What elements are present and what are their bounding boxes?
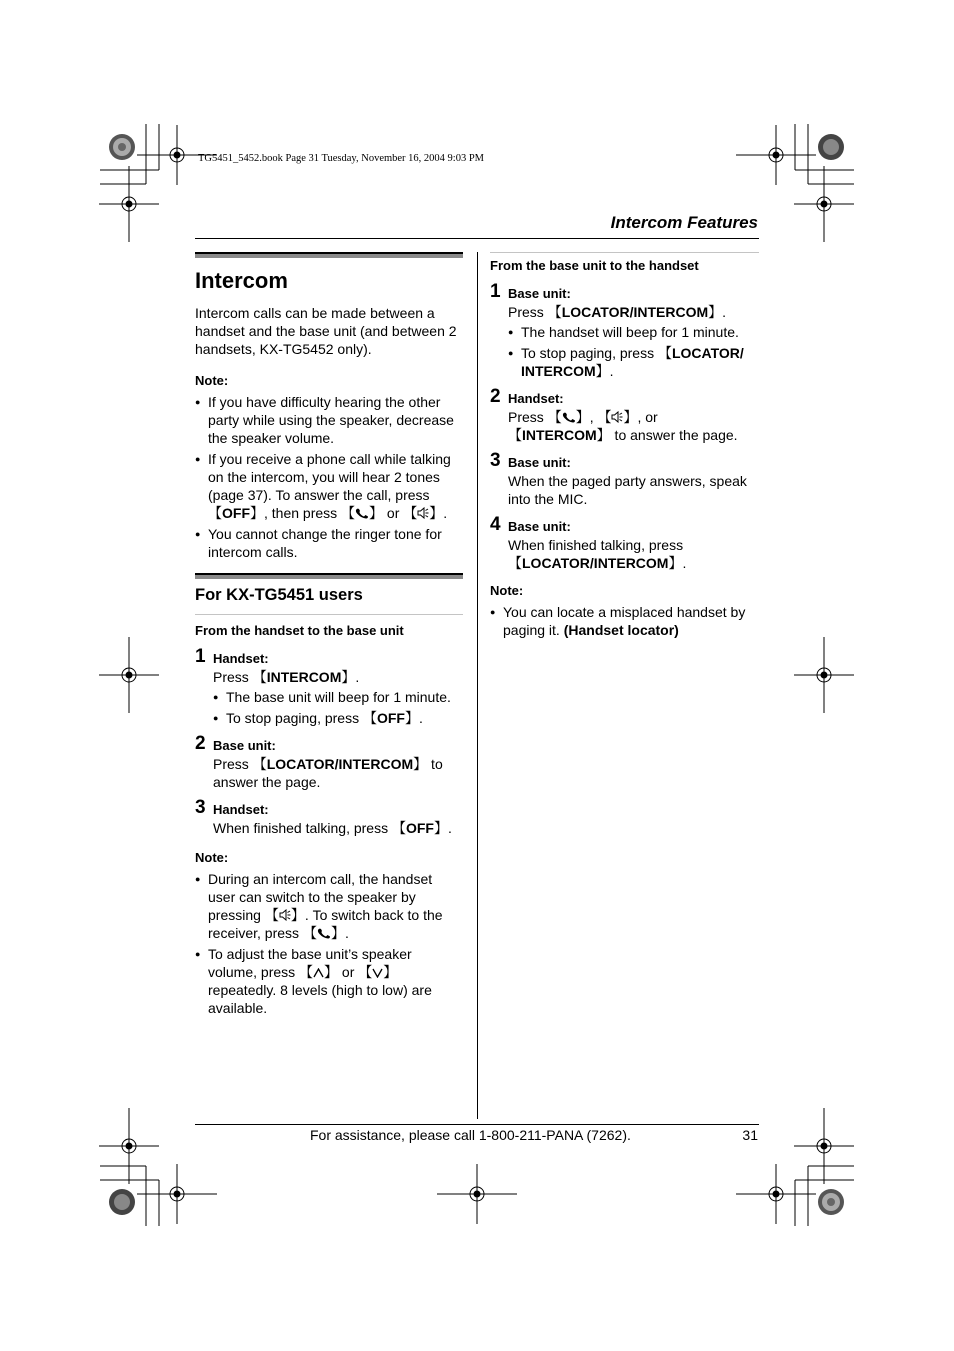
step-3: 3 Base unit: When the paged party answers, speak into the MIC. (490, 454, 759, 508)
footer-rule (195, 1124, 759, 1125)
note-list (490, 603, 759, 639)
talk-key: 【 】 (302, 925, 345, 941)
page-number: 31 (742, 1127, 758, 1143)
locator-intercom-key: 【LOCATOR/INTERCOM】 (508, 555, 683, 571)
book-file-line: TG5451_5452.book Page 31 Tuesday, November 16, 2004 9:03 PM (198, 153, 485, 164)
thin-rule (195, 614, 463, 615)
note-item: ● To adjust the base unit’s speaker volume, press 【 】 or 【 】 repeatedly. 8 levels (high to low) are available. (195, 945, 463, 1017)
assistance-text: For assistance, please call 1-800-211-PANA (7262). (310, 1127, 631, 1143)
step-4: 4 Base unit: When finished talking, press 【LOCATOR/INTERCOM】. (490, 518, 759, 572)
title-rule (195, 252, 463, 258)
step-3: 3 Handset: When finished talking, press 【OFF】. (195, 801, 463, 837)
step-label: Handset: (508, 391, 564, 406)
off-key: 【OFF】 (391, 820, 448, 836)
note-item: ● You cannot change the ringer tone for intercom calls. (195, 525, 463, 561)
note-label: Note: (195, 373, 229, 388)
locator-intercom-key: 【LOCATOR/INTERCOM】 (252, 756, 428, 772)
talk-handset-icon (317, 928, 331, 939)
from-handset-heading: From the handset to the base unit (195, 623, 404, 638)
step-2: 2 Base unit: Press 【LOCATOR/INTERCOM】 to answer the page. (195, 737, 463, 791)
thin-rule (490, 252, 759, 253)
column-divider (477, 252, 478, 1119)
step-bullets (213, 688, 463, 727)
step-label: Base unit: (508, 455, 571, 470)
from-base-heading: From the base unit to the handset (490, 258, 699, 273)
step-number: 2 (490, 386, 501, 407)
volume-down-key: 【 】 (358, 964, 398, 980)
off-key: 【OFF】 (362, 710, 419, 726)
step-number: 1 (490, 281, 501, 302)
note-label: Note: (195, 850, 229, 865)
subheading: For KX-TG5451 users (195, 586, 363, 604)
step-number: 3 (195, 797, 206, 818)
speaker-key: 【 】 (597, 409, 638, 425)
note-item: ● You can locate a misplaced handset by paging it. (Handset locator) (490, 603, 759, 639)
note-list (195, 870, 463, 1017)
talk-handset-icon (355, 508, 369, 519)
down-arrow-icon (372, 968, 383, 978)
step-bullet: ● To stop paging, press 【OFF】. (213, 709, 463, 727)
intercom-key: 【INTERCOM】 (252, 669, 356, 685)
step-label: Handset: (213, 802, 269, 817)
right-column (490, 252, 759, 642)
talk-key: 【 】 (547, 409, 590, 425)
step-number: 2 (195, 733, 206, 754)
step-number: 1 (195, 646, 206, 667)
step-bullet: ● The handset will beep for 1 minute. (508, 323, 759, 341)
step-1: 1 Base unit: Press 【LOCATOR/INTERCOM】. ● The handset will beep for 1 minute. ● To stop paging, press 【LOCATOR/ INTERCOM】. (490, 285, 759, 380)
speaker-icon (611, 411, 623, 423)
step-2: 2 Handset: Press 【 】, 【 】, or 【INTERCOM】 to answer the page. (490, 390, 759, 444)
locator-intercom-key: 【LOCATOR/INTERCOM】 (547, 304, 723, 320)
step-label: Base unit: (508, 519, 571, 534)
off-key: 【OFF】 (208, 505, 264, 521)
header-rule (195, 238, 759, 239)
talk-key: 【 】 (341, 505, 384, 521)
note-item: ● During an intercom call, the handset user can switch to the speaker by pressing 【 】. To switch back to the receiver, press 【 】. (195, 870, 463, 942)
speaker-key: 【 】 (403, 505, 444, 521)
page-title: Intercom (195, 268, 288, 293)
speaker-key: 【 】 (264, 907, 305, 923)
intercom-key: 【INTERCOM】 (508, 427, 611, 443)
step-label: Handset: (213, 651, 269, 666)
speaker-icon (417, 507, 429, 519)
note-item: ● If you have difficulty hearing the other party while using the speaker, decrease the speaker volume. (195, 393, 463, 447)
step-label: Base unit: (213, 738, 276, 753)
note-item: ● If you receive a phone call while talking on the intercom, you will hear 2 tones (page 37). To answer the call, press 【OFF】, then press 【 】 or 【 】. (195, 450, 463, 522)
note-list (195, 393, 463, 561)
intro-text: Intercom calls can be made between a handset and the base unit (and between 2 handsets, KX-TG5452 only). (195, 305, 457, 357)
locator-intercom-key: 【LOCATOR/ INTERCOM】 (521, 345, 744, 379)
step-label: Base unit: (508, 286, 571, 301)
step-number: 3 (490, 450, 501, 471)
up-arrow-icon (313, 968, 324, 978)
subsection-rule (195, 573, 463, 579)
step-1: 1 Handset: Press 【INTERCOM】. ● The base unit will beep for 1 minute. ● To stop paging, press 【OFF】. (195, 650, 463, 727)
note-label: Note: (490, 583, 524, 598)
volume-up-key: 【 】 (299, 964, 339, 980)
step-bullet: ● The base unit will beep for 1 minute. (213, 688, 463, 706)
speaker-icon (279, 909, 291, 921)
step-bullet: ● To stop paging, press 【LOCATOR/ INTERCOM】. (508, 344, 759, 380)
section-title: Intercom Features (610, 213, 758, 232)
talk-handset-icon (562, 412, 576, 423)
step-number: 4 (490, 514, 501, 535)
left-column (195, 252, 463, 1020)
step-bullets (508, 323, 759, 380)
